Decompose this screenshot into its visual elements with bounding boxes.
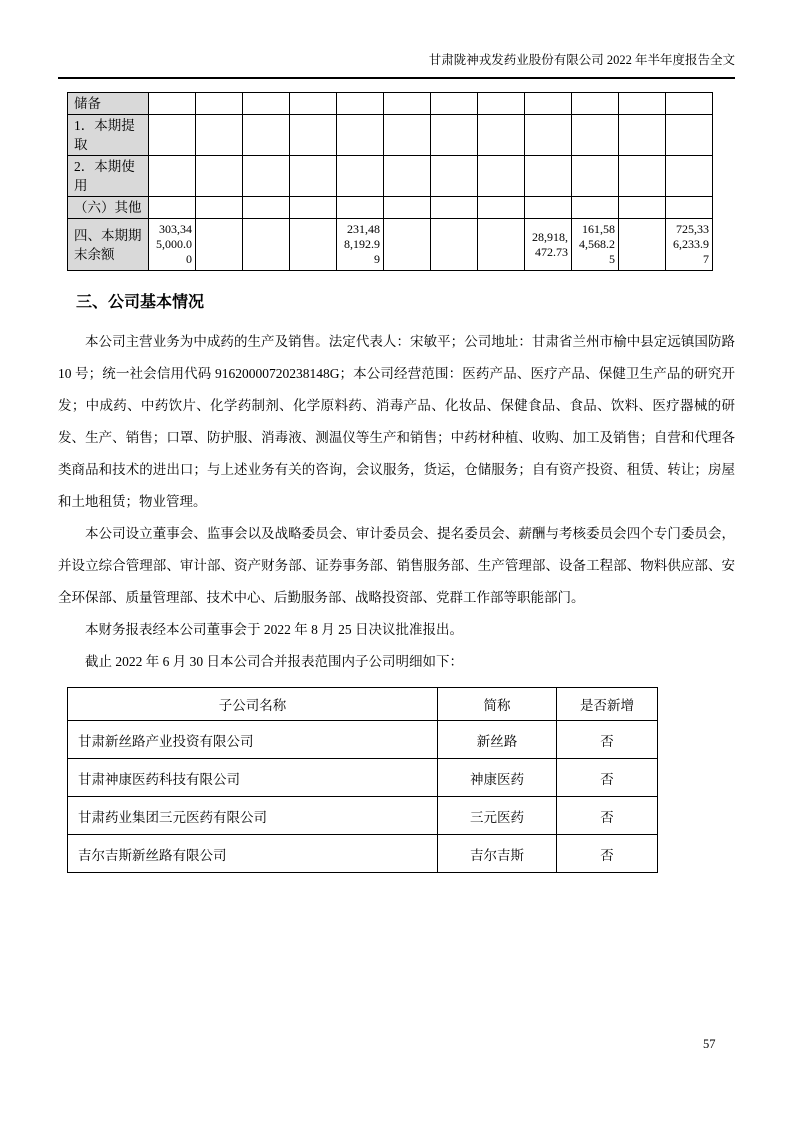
equity-value-cell bbox=[337, 197, 384, 219]
equity-value-cell bbox=[337, 93, 384, 115]
equity-value-cell bbox=[243, 219, 290, 271]
subsidiary-is-new-cell: 否 bbox=[557, 759, 658, 797]
equity-value-cell bbox=[619, 115, 666, 156]
equity-value-cell bbox=[243, 156, 290, 197]
equity-value-cell bbox=[619, 219, 666, 271]
equity-value-cell bbox=[149, 197, 196, 219]
equity-value-cell bbox=[666, 197, 713, 219]
equity-value-cell bbox=[478, 219, 525, 271]
equity-row-label: 四、本期期末余额 bbox=[68, 219, 149, 271]
subsidiary-is-new-cell: 否 bbox=[557, 721, 658, 759]
page-number: 57 bbox=[703, 1037, 716, 1051]
equity-value-cell bbox=[243, 115, 290, 156]
equity-value-cell bbox=[666, 115, 713, 156]
equity-value-cell: 303,345,000.00 bbox=[149, 219, 196, 271]
subsidiary-table-row bbox=[68, 759, 658, 797]
equity-value-cell bbox=[384, 156, 431, 197]
subsidiary-table-body bbox=[68, 721, 658, 873]
subsidiary-short-name-cell: 三元医药 bbox=[438, 797, 557, 835]
body-paragraph-1: 本公司主营业务为中成药的生产及销售。法定代表人：宋敏平；公司地址：甘肃省兰州市榆中县定远镇国防路 10 号；统一社会信用代码 91620000720238148G；本公司经营范围：医药产品、医疗产品、保健卫生产品的研究开发；中成药、中药饮片、化学药制剂、化学原料药、消毒产品、化妆品、保健食品、食品、饮料、医疗器械的研发、生产、销售；口罩、防护服、消毒液、测温仪等生产和销售；中药材种植、收购、加工及销售；自营和代理各类商品和技术的进出口；与上述业务有关的咨询，会议服务，货运，仓储服务；自有资产投资、租赁、转让；房屋和土地租赁；物业管理。 bbox=[58, 334, 735, 509]
equity-value-cell bbox=[572, 93, 619, 115]
equity-value-cell bbox=[384, 93, 431, 115]
section-heading: 三、公司基本情况 bbox=[76, 294, 205, 311]
equity-value-cell bbox=[243, 197, 290, 219]
equity-value-cell bbox=[666, 156, 713, 197]
subsidiary-table-header-row bbox=[68, 688, 658, 721]
subsidiary-header-short-name: 简称 bbox=[438, 688, 557, 721]
subsidiary-name-cell: 甘肃新丝路产业投资有限公司 bbox=[68, 721, 438, 759]
equity-value-cell bbox=[384, 115, 431, 156]
equity-value-cell bbox=[478, 93, 525, 115]
equity-value-cell bbox=[384, 219, 431, 271]
subsidiary-table-row bbox=[68, 835, 658, 873]
section-body bbox=[58, 326, 735, 678]
equity-value-cell bbox=[337, 115, 384, 156]
equity-value-cell bbox=[478, 115, 525, 156]
equity-value-cell bbox=[666, 93, 713, 115]
subsidiary-table bbox=[67, 687, 658, 873]
body-paragraph-3: 本财务报表经本公司董事会于 2022 年 8 月 25 日决议批准报出。 bbox=[85, 622, 463, 637]
equity-value-cell bbox=[149, 93, 196, 115]
body-paragraph-2: 本公司设立董事会、监事会以及战略委员会、审计委员会、提名委员会、薪酬与考核委员会四个专门委员会，并设立综合管理部、审计部、资产财务部、证券事务部、销售服务部、生产管理部、设备工程部、物料供应部、安全环保部、质量管理部、技术中心、后勤服务部、战略投资部、党群工作部等职能部门。 bbox=[58, 526, 735, 605]
equity-value-cell bbox=[149, 115, 196, 156]
page-header-title: 甘肃陇神戎发药业股份有限公司 2022 年半年度报告全文 bbox=[58, 50, 735, 79]
body-paragraph-4: 截止 2022 年 6 月 30 日本公司合并报表范围内子公司明细如下： bbox=[85, 654, 463, 669]
equity-value-cell bbox=[290, 219, 337, 271]
equity-value-cell bbox=[525, 93, 572, 115]
equity-value-cell bbox=[290, 197, 337, 219]
equity-table-row bbox=[68, 115, 713, 156]
subsidiary-name-cell: 甘肃药业集团三元医药有限公司 bbox=[68, 797, 438, 835]
equity-value-cell bbox=[431, 115, 478, 156]
equity-row-label: 储备 bbox=[68, 93, 149, 115]
equity-value-cell bbox=[525, 156, 572, 197]
equity-value-cell bbox=[290, 115, 337, 156]
equity-value-cell: 28,918,472.73 bbox=[525, 219, 572, 271]
equity-row-label: 2．本期使用 bbox=[68, 156, 149, 197]
equity-table-row bbox=[68, 93, 713, 115]
subsidiary-is-new-cell: 否 bbox=[557, 797, 658, 835]
equity-value-cell bbox=[431, 197, 478, 219]
subsidiary-is-new-cell: 否 bbox=[557, 835, 658, 873]
page-content bbox=[58, 50, 735, 873]
equity-table-row bbox=[68, 197, 713, 219]
equity-value-cell bbox=[619, 93, 666, 115]
equity-value-cell bbox=[196, 197, 243, 219]
subsidiary-short-name-cell: 吉尔吉斯 bbox=[438, 835, 557, 873]
equity-table bbox=[67, 92, 713, 271]
equity-value-cell bbox=[431, 219, 478, 271]
equity-table-body bbox=[68, 93, 713, 271]
equity-value-cell bbox=[337, 156, 384, 197]
equity-value-cell bbox=[290, 93, 337, 115]
equity-value-cell bbox=[619, 197, 666, 219]
subsidiary-short-name-cell: 新丝路 bbox=[438, 721, 557, 759]
equity-table-row bbox=[68, 219, 713, 271]
equity-value-cell: 161,584,568.25 bbox=[572, 219, 619, 271]
equity-value-cell bbox=[243, 93, 290, 115]
equity-value-cell bbox=[572, 115, 619, 156]
equity-value-cell bbox=[149, 156, 196, 197]
equity-value-cell bbox=[196, 115, 243, 156]
equity-value-cell bbox=[384, 197, 431, 219]
equity-value-cell bbox=[196, 156, 243, 197]
subsidiary-header-is-new: 是否新增 bbox=[557, 688, 658, 721]
equity-value-cell bbox=[196, 93, 243, 115]
subsidiary-table-row bbox=[68, 797, 658, 835]
equity-table-row bbox=[68, 156, 713, 197]
equity-value-cell bbox=[572, 197, 619, 219]
equity-value-cell bbox=[619, 156, 666, 197]
subsidiary-table-row bbox=[68, 721, 658, 759]
equity-row-label: 1．本期提取 bbox=[68, 115, 149, 156]
equity-value-cell: 725,336,233.97 bbox=[666, 219, 713, 271]
subsidiary-name-cell: 吉尔吉斯新丝路有限公司 bbox=[68, 835, 438, 873]
equity-value-cell bbox=[290, 156, 337, 197]
equity-value-cell bbox=[431, 93, 478, 115]
equity-value-cell bbox=[196, 219, 243, 271]
equity-value-cell bbox=[478, 197, 525, 219]
subsidiary-name-cell: 甘肃神康医药科技有限公司 bbox=[68, 759, 438, 797]
equity-row-label: （六）其他 bbox=[68, 197, 149, 219]
equity-value-cell bbox=[525, 197, 572, 219]
equity-value-cell: 231,488,192.99 bbox=[337, 219, 384, 271]
equity-value-cell bbox=[431, 156, 478, 197]
subsidiary-short-name-cell: 神康医药 bbox=[438, 759, 557, 797]
subsidiary-header-name: 子公司名称 bbox=[68, 688, 438, 721]
equity-value-cell bbox=[478, 156, 525, 197]
equity-value-cell bbox=[572, 156, 619, 197]
equity-value-cell bbox=[525, 115, 572, 156]
